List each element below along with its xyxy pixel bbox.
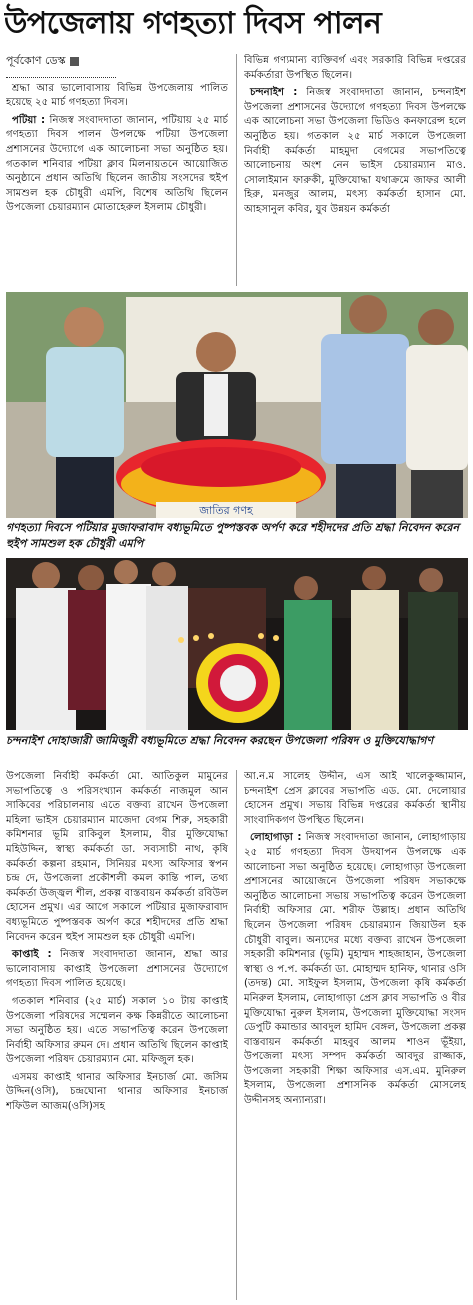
paragraph: আ.ন.ম সালেহ উদ্দীন, এস আই খালেকুজ্জামান, চন্দনাইশ প্রেস ক্লাবের সভাপতি এড. মো. দেলোয়ার হোসেন প্রমুখ। সভায় বিভিন্ন দপ্তরের কর্মকর্তা স্থানীয় সাংবাদিকগণ উপস্থিত ছিলেন। [244, 771, 466, 826]
photo-caption-chandanaish: চন্দনাইশ দোহাজারী জামিজুরী বধ্যভূমিতে শ্রদ্ধা নিবেদন করছেন উপজেলা পরিষদ ও মুক্তিযোদ্ধাগণ [6, 734, 434, 747]
paragraph: কাপ্তাই : নিজস্ব সংবাদদাতা জানান, শ্রদ্ধা আর ভালোবাসায় কাপ্তাই উপজেলা প্রশাসনের উদ্যোগে গণহত্যা দিবস পালিত হয়েছে। [6, 949, 228, 990]
article-column-bottom-left [6, 770, 228, 1300]
dateline: লোহাগাড়া : [250, 832, 302, 844]
news-photo-chandanaish [6, 558, 468, 730]
paragraph: গতকাল শনিবার (২৫ মার্চ) সকাল ১০ টায় কাপ্তাই উপজেলা পরিষদের সম্মেলন কক্ষ কিন্নরীতে আলোচনা সভা অনুষ্ঠিত হয়। এতে সভাপতিত্ব করেন উপজেলা নির্বাহী অফিসার রুমন দে। প্রধান অতিথি ছিলেন কাপ্তাই উপজেলা পরিষদ চেয়ারম্যান মো. মফিজুল হক। [6, 995, 228, 1066]
paragraph: লোহাগাড়া : নিজস্ব সংবাদদাতা জানান, লোহাগাড়ায় ২৫ মার্চ গণহত্যা দিবস উদযাপন উপলক্ষে এক আলোচনা সভা অনুষ্ঠিত হয়েছে। লোহাগাড়া উপজেলা প্রশাসনের আয়োজনে উপজেলা পরিষদ সভাকক্ষে অনুষ্ঠিত আলোচনা সভায় সভাপতিত্ব করেন উপজেলা নির্বাহী অফিসার মো. শরীফ উল্লাহ। প্রধান অতিথি ছিলেন উপজেলা পরিষদ চেয়ারম্যান জিয়াউল হক চৌধুরী বাবুল। অন্যদের মধ্যে বক্তব্য রাখেন উপজেলা সহকারী কমিশনার (ভূমি) মুহাম্মদ শাহজাহান, উপজেলা স্বাস্থ্য ও প.প. কর্মকর্তা ডা. মোহাম্মদ হানিফ, থানার ওসি (তদন্ত) মো. সাইফুল ইসলাম, উপজেলা কৃষি কর্মকর্তা মনিরুল ইসলাম, লোহাগাড়া প্রেস ক্লাব সভাপতি ও বীর মুক্তিযোদ্ধা নুরুল ইসলাম, উপজেলা মুক্তিযোদ্ধা সংসদ ডেপুটি কমান্ডার আবদুল হামিদ বেঙ্গল, উপজেলা প্রকল্প বাস্তবায়ন কর্মকর্তা মাহবুব আলম শাওন ভূঁইয়া, উপজেলা মৎস্য সম্পদ কর্মকর্তা আবদুর রাজ্জাক, উপজেলা সহকারী শিক্ষা অফিসার এস.এম. মুনিরুল ইসলাম, উপজেলা প্রশাসনিক কর্মকর্তা মোসলেহ উদ্দীনসহ অন্যান্যরা। [244, 832, 466, 1107]
byline-text: পূর্বকোণ ডেস্ক [6, 54, 66, 67]
dotted-divider [6, 71, 116, 78]
square-icon [70, 57, 79, 66]
person-group-right [284, 566, 458, 730]
paragraph: চন্দনাইশ : নিজস্ব সংবাদদাতা জানান, চন্দনাইশ উপজেলা প্রশাসনের উদ্যোগে গণহত্যা দিবস উপলক্ষে এক আলোচনা সভা উপজেলা ভিডিও কনফারেন্স হলে অনুষ্ঠিত হয়। গতকাল ২৫ মার্চ সকালে উপজেলা নির্বাহী কর্মকর্তা মাহমুদা বেগমের সভাপতিত্বে আলোচনায় অংশ নেন ভাইস চেয়ারম্যান মাও. সোলাইমান ফারুকী, মুক্তিযোদ্ধা যথাক্রমে জাফর আলী হিরু, মনজুর আলম, মৎস্য কর্মকর্তা হাসান মো. আহসানুল কবির, যুব উন্নয়ন কর্মকর্তা [244, 87, 466, 215]
paragraph: বিভিন্ন গণ্যমান্য ব্যক্তিবর্গ এবং সরকারি বিভিন্ন দপ্তরের কর্মকর্তারা উপস্থিত ছিলেন। [244, 55, 466, 81]
column-rule [236, 54, 237, 286]
paragraph: পটিয়া : নিজস্ব সংবাদদাতা জানান, পটিয়ায় ২৫ মার্চ গণহত্যা দিবস পালন উপলক্ষে পটিয়া উপজেলা প্রশাসনের উদ্যোগে এক আলোচনা সভা অনুষ্ঠিত হয়। গতকাল শনিবার পটিয়া ক্লাব মিলনায়তনে আয়োজিত অনুষ্ঠানে প্রধান অতিথি ছিলেন জাতীয় সংসদের হুইপ সামশুল হক চৌধুরী এমপি, বিশেষ অতিথি ছিলেন উপজেলা চেয়ারম্যান মোতাহেরুল ইসলাম চৌধুরী। [6, 114, 228, 214]
dateline: কাপ্তাই : [12, 949, 52, 961]
article-column-bottom-right [244, 770, 466, 1300]
byline [6, 54, 228, 69]
article-column-top-right [244, 54, 466, 286]
dateline: চন্দনাইশ : [250, 87, 298, 99]
paragraph: শ্রদ্ধা আর ভালোবাসায় বিভিন্ন উপজেলায় পালিত হয়েছে ২৫ মার্চ গণহত্যা দিবস। [6, 82, 228, 109]
headline: উপজেলায় গণহত্যা দিবস পালন [4, 6, 382, 41]
dateline: পটিয়া : [12, 114, 46, 126]
paragraph: উপজেলা নির্বাহী কর্মকর্তা মো. আতিকুল মামুনের সভাপতিত্বে ও পরিসংখ্যান কর্মকর্তা নাজমুল আন সাকিবের পরিচালনায় এতে বক্তব্য রাখেন উপজেলা মহিলা ভাইস চেয়ারম্যান মাজেদা বেগম শিরু, সহকারী কমিশনার ভূমি রাকিবুল ইসলাম, বীর মুক্তিযোদ্ধা মহিউদ্দিন, স্বাস্থ্য কর্মকর্তা ডা. সব্যসাচী নাথ, কৃষি কর্মকর্তা কল্পনা রহমান, সিনিয়র মৎস্য অফিসার স্বপন চন্দ্র দে, উপজেলা প্রকৌশলী কমল কান্তি পাল, তথ্য কর্মকর্তা উজ্জ্বল শীল, প্রকল্প বাস্তবায়ন কর্মকর্তা রবিউল হোসেন প্রমুখ। এর আগে সকালে পটিয়ার মুজাফরাবাদ বধ্যভূমিতে পুষ্পস্তবক অর্পণ করে শহীদদের প্রতি শ্রদ্ধা নিবেদন করেন হুইপ সামশুল হক চৌধুরী এমপি। [6, 771, 228, 943]
column-rule [236, 770, 237, 1300]
news-photo-patiya [6, 292, 468, 518]
article-column-top-left [6, 54, 228, 286]
paragraph: এসময় কাপ্তাই থানার অফিসার ইনচার্জ মো. জসিম উদ্দিন(ওসি), চন্দ্রঘোনা থানার অফিসার ইনচার্জ শফিউল আজম(ওসি)সহ [6, 1071, 228, 1113]
floral-wreath [196, 643, 280, 723]
photo-caption-patiya: গণহত্যা দিবসে পটিয়ার মুজাফরাবাদ বধ্যভূমিতে পুষ্পস্তবক অর্পণ করে শহীদদের প্রতি শ্রদ্ধা নিবেদন করেন হুইপ সামশুল হক চৌধুরী এমপি [6, 521, 460, 550]
wreath-banner-text: জাতির গণহ [199, 504, 253, 517]
